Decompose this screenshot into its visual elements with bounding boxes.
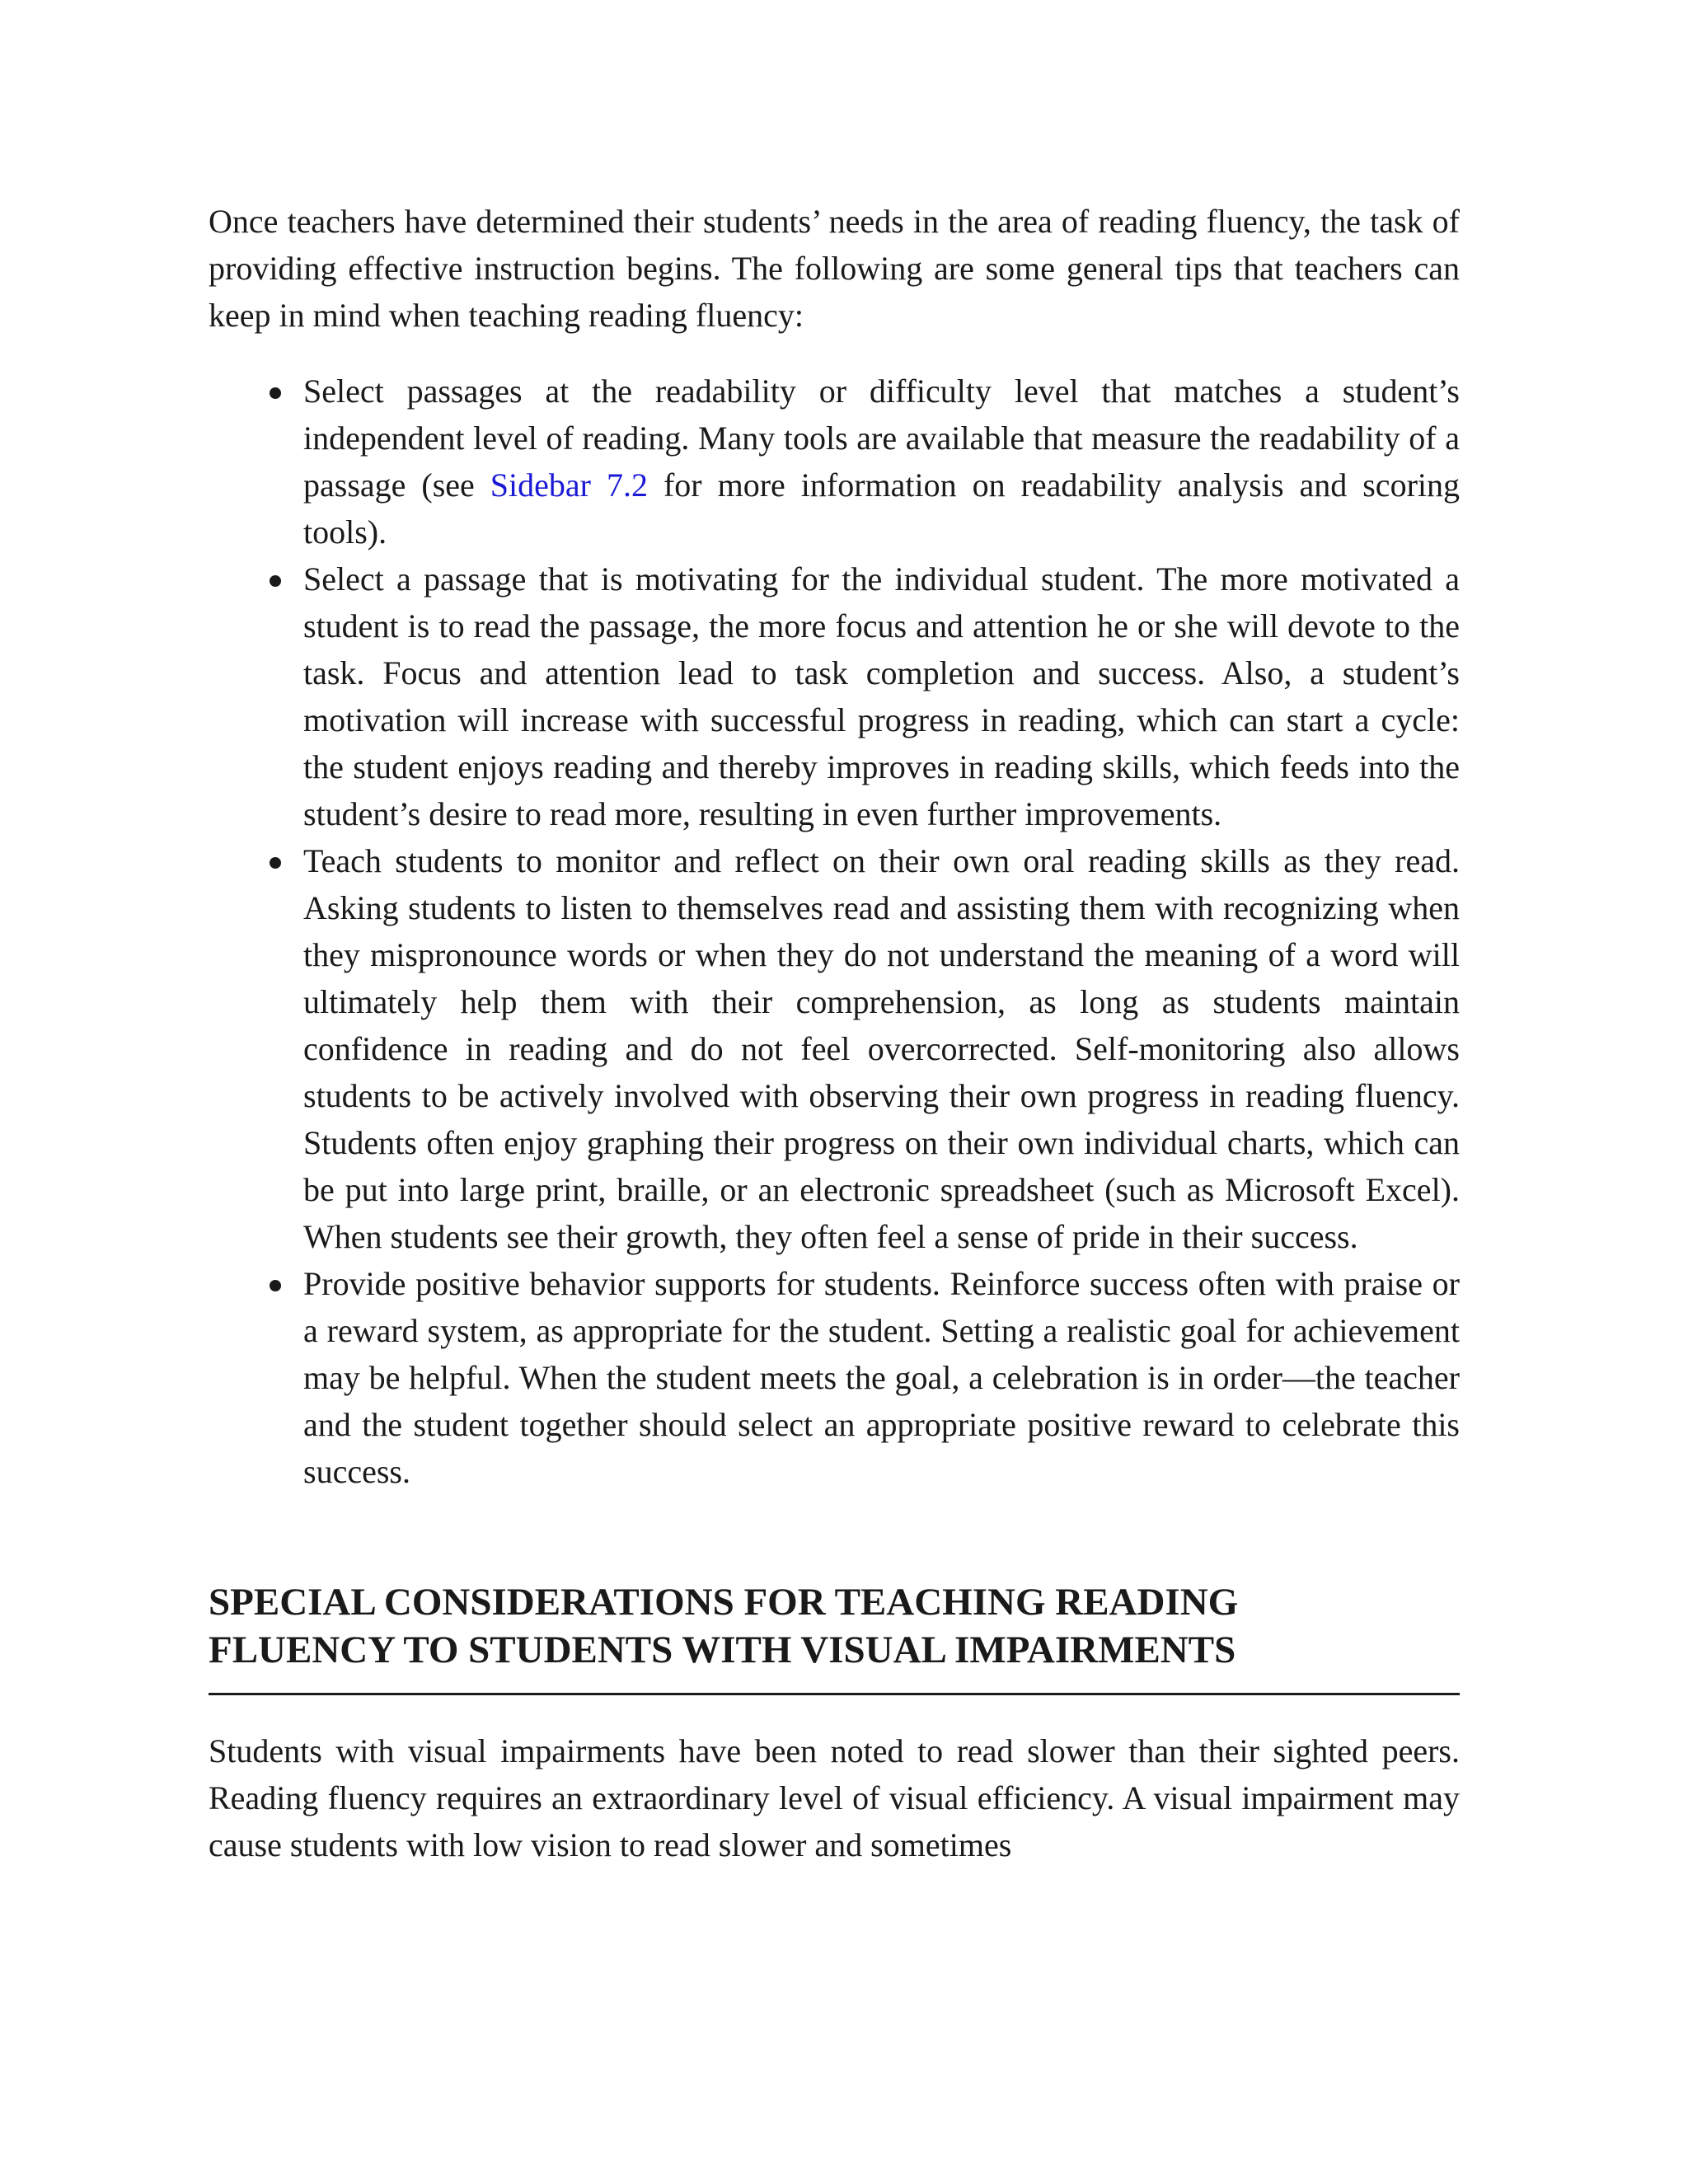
bullet-icon	[270, 575, 281, 587]
tip-text: Teach students to monitor and reflect on their own oral reading skills as they read. Asking students to listen to themselves read and assisting them with recognizing when they mispronounce words or when they do not understand the meaning of a word will ultimately help them with their comprehension, as long as students maintain confidence in reading and do not feel overcorrected. Self-monitoring also allows students to be actively involved with observing their own progress in reading fluency. Students often enjoy graphing their progress on their own individual charts, which can be put into large print, braille, or an electronic spreadsheet (such as Microsoft Excel). When students see their growth, they often feel a sense of pride in their success.	[303, 842, 1460, 1255]
tip-text: Select a passage that is motivating for the individual student. The more motivated a student is to read the passage, the more focus and attention he or she will devote to the task. Focus and attention lead to task completion and success. Also, a student’s motivation will increase with successful progress in reading, which can start a cycle: the student enjoys reading and thereby improves in reading skills, which feeds into the student’s desire to read more, resulting in even further improvements.	[303, 560, 1460, 832]
section-heading-line-1: SPECIAL CONSIDERATIONS FOR TEACHING READING	[209, 1581, 1239, 1624]
section-paragraph: Students with visual impairments have been noted to read slower than their sighted peers. Reading fluency requires an extraordinary level of visual efficiency. A visual impairment may cause students with low vision to read slower and sometimes	[209, 1732, 1460, 1863]
intro-paragraph: Once teachers have determined their students’ needs in the area of reading fluency, the task of providing effective instruction begins. The following are some general tips that teachers can keep in mind when teaching reading fluency:	[209, 203, 1460, 334]
document-page	[209, 198, 1460, 1868]
sidebar-7-2-link[interactable]: Sidebar 7.2	[490, 466, 648, 504]
bullet-icon	[270, 1280, 281, 1291]
section-heading-line-2: FLUENCY TO STUDENTS WITH VISUAL IMPAIRMENTS	[209, 1629, 1236, 1671]
tip-item-motivation	[303, 555, 1460, 837]
tip-text-before: Select passages at the readability or difficulty level that matches a student’s independent level of reading. Many tools are available that measure the readability of a passage (see	[303, 373, 1460, 504]
tip-item-readability	[303, 368, 1460, 555]
tip-item-behavior-supports	[303, 1260, 1460, 1495]
tip-text-after: for more information on readability analysis and scoring tools).	[303, 466, 1460, 551]
bullet-icon	[270, 387, 281, 399]
tips-list	[209, 368, 1460, 1495]
tip-item-self-monitoring	[303, 837, 1460, 1260]
section-heading	[209, 1578, 1460, 1695]
tip-text: Provide positive behavior supports for students. Reinforce success often with praise or a reward system, as appropriate for the student. Setting a realistic goal for achievement may be helpful. When the student meets the goal, a celebration is in order—the teacher and the student together should select an appropriate positive reward to celebrate this success.	[303, 1265, 1460, 1490]
bullet-icon	[270, 857, 281, 869]
